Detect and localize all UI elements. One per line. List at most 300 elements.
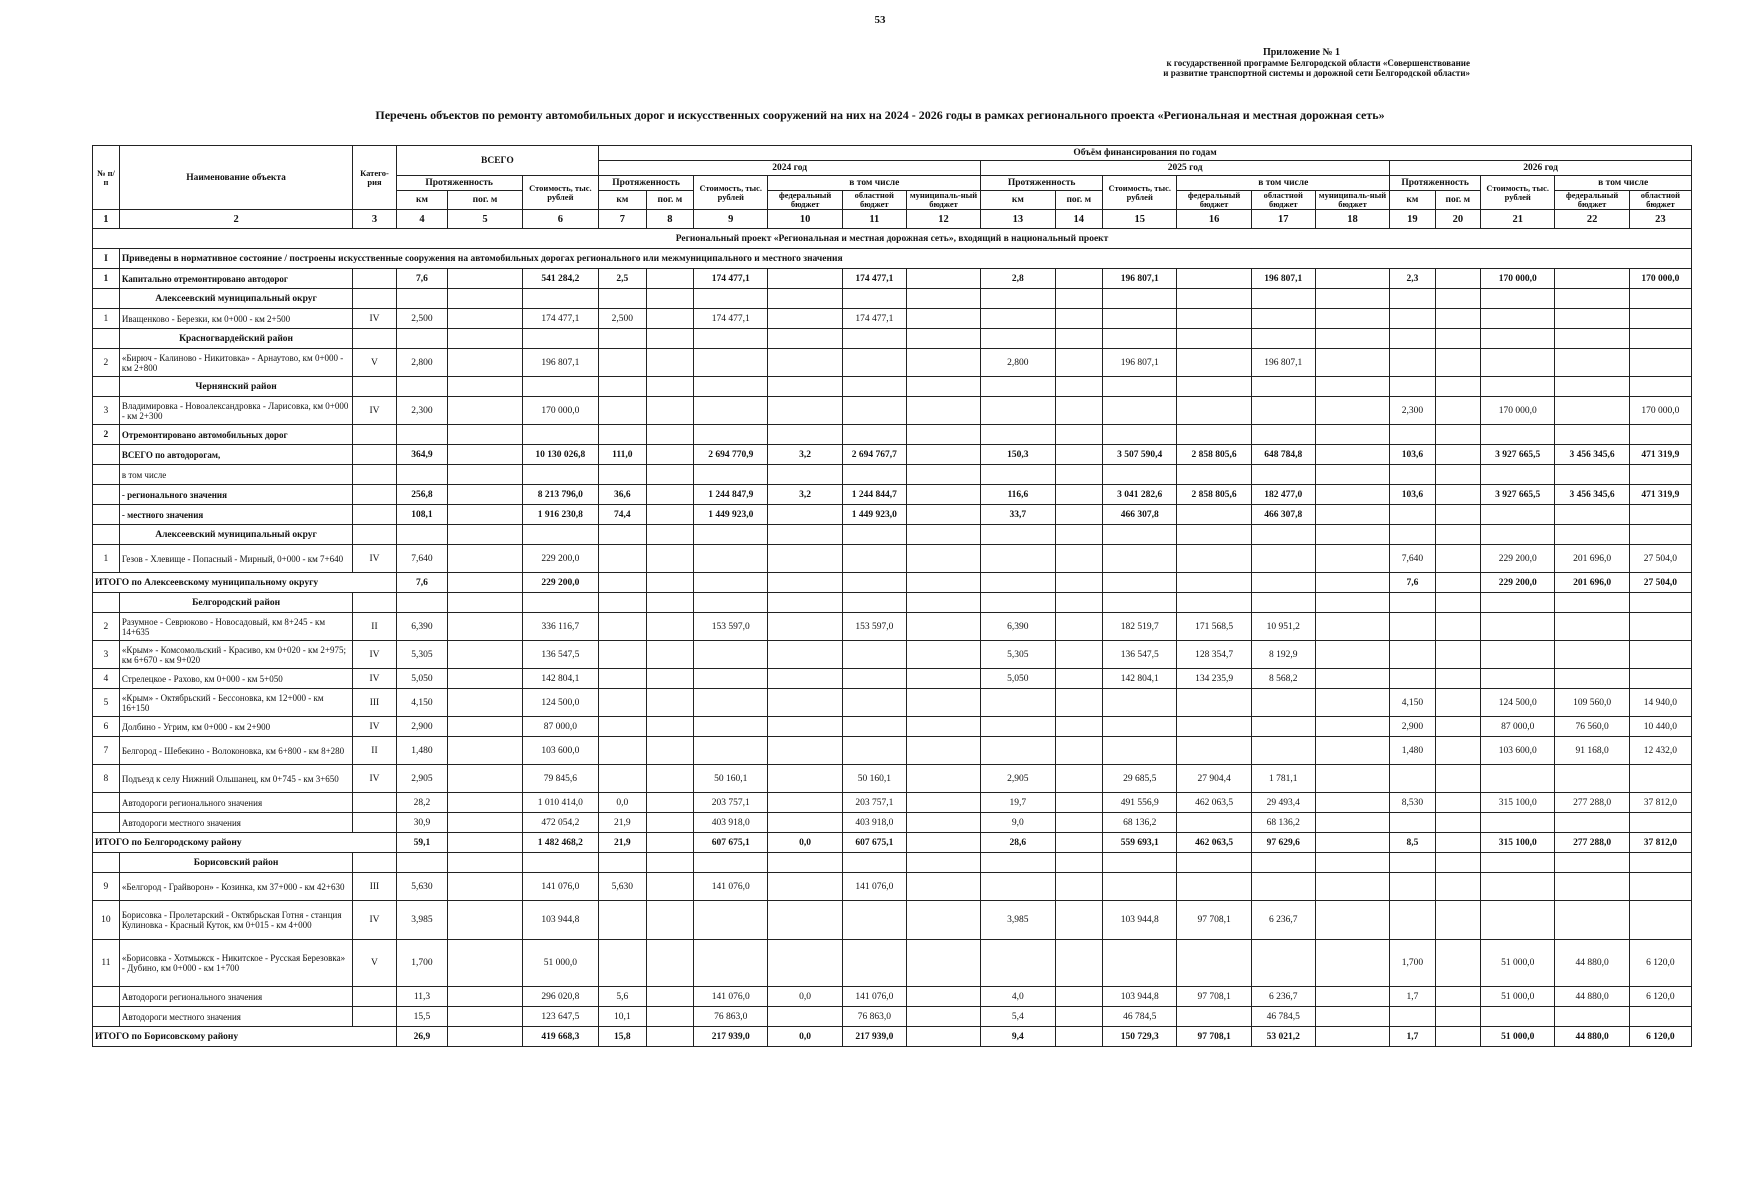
value-cell-col11: 217 939,0 bbox=[842, 1027, 906, 1047]
value-cell-col23: 6 120,0 bbox=[1629, 940, 1691, 987]
table-row bbox=[93, 669, 1692, 689]
value-cell-col23: 14 940,0 bbox=[1629, 689, 1691, 717]
value-cell-col23 bbox=[1629, 613, 1691, 641]
empty-cell bbox=[522, 289, 598, 309]
value-cell-col23: 6 120,0 bbox=[1629, 987, 1691, 1007]
value-cell-col4: 2,905 bbox=[396, 765, 448, 793]
value-cell-col11: 1 244 844,7 bbox=[842, 485, 906, 505]
empty-cell bbox=[1055, 525, 1103, 545]
empty-cell bbox=[1103, 525, 1177, 545]
value-cell-col8 bbox=[646, 901, 694, 940]
value-cell-col17 bbox=[1251, 545, 1315, 573]
column-number: 8 bbox=[646, 210, 694, 229]
document-title: Перечень объектов по ремонту автомобильных дорог и искусственных сооружений на них на 2024 - 2026 годы в рамках регионального проекта «Региональная и местная дорожная сеть» bbox=[375, 108, 1385, 122]
value-cell-col12 bbox=[906, 901, 980, 940]
value-cell-col16 bbox=[1177, 505, 1251, 525]
total-label: ИТОГО по Борисовскому району bbox=[93, 1027, 397, 1047]
table-row bbox=[93, 987, 1692, 1007]
value-cell-col12 bbox=[906, 940, 980, 987]
total-label: ИТОГО по Белгородскому району bbox=[93, 833, 397, 853]
value-cell-col21 bbox=[1481, 425, 1555, 445]
value-cell-col22 bbox=[1555, 813, 1629, 833]
value-cell-col13 bbox=[981, 717, 1055, 737]
table-row bbox=[93, 425, 1692, 445]
value-cell-col12 bbox=[906, 689, 980, 717]
empty-cell bbox=[694, 525, 768, 545]
value-cell-col9 bbox=[694, 737, 768, 765]
empty-cell bbox=[353, 289, 396, 309]
empty-cell bbox=[1251, 525, 1315, 545]
object-name: «Крым» - Октябрьский - Бессоновка, км 12+000 - км 16+150 bbox=[119, 689, 352, 717]
value-cell-col6: 472 054,2 bbox=[522, 813, 598, 833]
empty-cell bbox=[448, 593, 522, 613]
value-cell-col4: 256,8 bbox=[396, 485, 448, 505]
value-cell-col6: 1 482 468,2 bbox=[522, 833, 598, 853]
value-cell-col5 bbox=[448, 573, 522, 593]
object-name: «Бирюч - Калиново - Никитовка» - Арнаутово, км 0+000 - км 2+800 bbox=[119, 349, 352, 377]
value-cell-col17: 196 807,1 bbox=[1251, 269, 1315, 289]
value-cell-col16: 97 708,1 bbox=[1177, 1027, 1251, 1047]
appendix-line-1: Приложение № 1 bbox=[1262, 47, 1340, 58]
value-cell-col11 bbox=[842, 573, 906, 593]
value-cell-col18 bbox=[1315, 545, 1389, 573]
value-cell-col22 bbox=[1555, 465, 1629, 485]
category-cell: IV bbox=[353, 765, 396, 793]
value-cell-col8 bbox=[646, 545, 694, 573]
value-cell-col23: 12 432,0 bbox=[1629, 737, 1691, 765]
row-number: 11 bbox=[93, 940, 120, 987]
row-number: 1 bbox=[93, 545, 120, 573]
value-cell-col8 bbox=[646, 1027, 694, 1047]
value-cell-col14 bbox=[1055, 689, 1103, 717]
value-cell-col16 bbox=[1177, 813, 1251, 833]
value-cell-col23 bbox=[1629, 309, 1691, 329]
value-cell-col15: 559 693,1 bbox=[1103, 833, 1177, 853]
table-row bbox=[93, 505, 1692, 525]
value-cell-col21 bbox=[1481, 1007, 1555, 1027]
value-cell-col22 bbox=[1555, 505, 1629, 525]
value-cell-col19: 103,6 bbox=[1390, 485, 1435, 505]
value-cell-col17 bbox=[1251, 873, 1315, 901]
page-number: 53 bbox=[874, 14, 886, 26]
value-cell-col11: 174 477,1 bbox=[842, 269, 906, 289]
district-row bbox=[93, 525, 1692, 545]
header-pm: пог. м bbox=[646, 191, 694, 210]
value-cell-col11 bbox=[842, 689, 906, 717]
object-name: Автодороги местного значения bbox=[119, 1007, 352, 1027]
value-cell-col6: 196 807,1 bbox=[522, 349, 598, 377]
section-num: I bbox=[93, 249, 120, 269]
value-cell-col10: 0,0 bbox=[768, 1027, 842, 1047]
value-cell-col15 bbox=[1103, 940, 1177, 987]
value-cell-col15 bbox=[1103, 397, 1177, 425]
value-cell-col15: 196 807,1 bbox=[1103, 269, 1177, 289]
value-cell-col14 bbox=[1055, 445, 1103, 465]
value-cell-col16: 2 858 805,6 bbox=[1177, 445, 1251, 465]
value-cell-col17 bbox=[1251, 465, 1315, 485]
value-cell-col21 bbox=[1481, 505, 1555, 525]
appendix-line-2: к государственной программе Белгородской области «Совершенствование bbox=[1166, 58, 1470, 68]
category-cell bbox=[353, 505, 396, 525]
district-row bbox=[93, 593, 1692, 613]
value-cell-col18 bbox=[1315, 1007, 1389, 1027]
project-title: Региональный проект «Региональная и местная дорожная сеть», входящий в национальный проект bbox=[93, 229, 1692, 249]
header-regional: областной бюджет bbox=[1251, 191, 1315, 210]
value-cell-col5 bbox=[448, 349, 522, 377]
empty-cell bbox=[1555, 525, 1629, 545]
value-cell-col13: 5,4 bbox=[981, 1007, 1055, 1027]
value-cell-col13: 2,800 bbox=[981, 349, 1055, 377]
row-number: 1 bbox=[93, 309, 120, 329]
empty-cell bbox=[768, 853, 842, 873]
category-cell bbox=[353, 1007, 396, 1027]
row-number bbox=[93, 1007, 120, 1027]
value-cell-col15: 136 547,5 bbox=[1103, 641, 1177, 669]
objects-table-wrapper bbox=[92, 145, 1692, 1047]
value-cell-col4: 5,050 bbox=[396, 669, 448, 689]
value-cell-col13: 33,7 bbox=[981, 505, 1055, 525]
value-cell-col14 bbox=[1055, 669, 1103, 689]
value-cell-col19: 2,300 bbox=[1390, 397, 1435, 425]
value-cell-col4 bbox=[396, 465, 448, 485]
value-cell-col12 bbox=[906, 641, 980, 669]
value-cell-col20 bbox=[1435, 737, 1480, 765]
num-cell bbox=[93, 289, 120, 309]
empty-cell bbox=[1055, 593, 1103, 613]
empty-cell bbox=[1555, 377, 1629, 397]
num-cell bbox=[93, 377, 120, 397]
value-cell-col23 bbox=[1629, 425, 1691, 445]
value-cell-col14 bbox=[1055, 1027, 1103, 1047]
value-cell-col10: 0,0 bbox=[768, 833, 842, 853]
header-2025-cost: Стоимость, тыс. рублей bbox=[1103, 176, 1177, 210]
value-cell-col13: 2,8 bbox=[981, 269, 1055, 289]
value-cell-col5 bbox=[448, 445, 522, 465]
table-row bbox=[93, 613, 1692, 641]
value-cell-col4: 2,300 bbox=[396, 397, 448, 425]
value-cell-col9: 141 076,0 bbox=[694, 873, 768, 901]
empty-cell bbox=[1390, 593, 1435, 613]
value-cell-col4: 364,9 bbox=[396, 445, 448, 465]
section-title: Приведены в нормативное состояние / построены искусственные сооружения на автомобильных дорогах регионального или межмуниципального и местного значения bbox=[119, 249, 1691, 269]
value-cell-col7 bbox=[599, 669, 647, 689]
table-row bbox=[93, 397, 1692, 425]
empty-cell bbox=[1251, 377, 1315, 397]
header-km: км bbox=[981, 191, 1055, 210]
value-cell-col23 bbox=[1629, 901, 1691, 940]
value-cell-col16 bbox=[1177, 940, 1251, 987]
value-cell-col14 bbox=[1055, 987, 1103, 1007]
district-name: Алексеевский муниципальный округ bbox=[119, 289, 352, 309]
value-cell-col18 bbox=[1315, 717, 1389, 737]
column-number: 6 bbox=[522, 210, 598, 229]
value-cell-col21: 229 200,0 bbox=[1481, 545, 1555, 573]
row-number bbox=[93, 485, 120, 505]
value-cell-col19: 2,3 bbox=[1390, 269, 1435, 289]
table-row bbox=[93, 813, 1692, 833]
value-cell-col20 bbox=[1435, 717, 1480, 737]
value-cell-col9: 174 477,1 bbox=[694, 269, 768, 289]
value-cell-col21: 170 000,0 bbox=[1481, 269, 1555, 289]
district-row bbox=[93, 289, 1692, 309]
value-cell-col9 bbox=[694, 349, 768, 377]
value-cell-col7: 15,8 bbox=[599, 1027, 647, 1047]
value-cell-col22 bbox=[1555, 765, 1629, 793]
row-number bbox=[93, 987, 120, 1007]
value-cell-col5 bbox=[448, 425, 522, 445]
value-cell-col22: 44 880,0 bbox=[1555, 987, 1629, 1007]
value-cell-col17: 6 236,7 bbox=[1251, 987, 1315, 1007]
value-cell-col20 bbox=[1435, 485, 1480, 505]
empty-cell bbox=[1390, 289, 1435, 309]
value-cell-col15: 466 307,8 bbox=[1103, 505, 1177, 525]
value-cell-col10 bbox=[768, 813, 842, 833]
value-cell-col7: 10,1 bbox=[599, 1007, 647, 1027]
value-cell-col10 bbox=[768, 689, 842, 717]
value-cell-col22: 44 880,0 bbox=[1555, 1027, 1629, 1047]
value-cell-col11: 50 160,1 bbox=[842, 765, 906, 793]
table-row bbox=[93, 641, 1692, 669]
value-cell-col16 bbox=[1177, 545, 1251, 573]
value-cell-col16: 462 063,5 bbox=[1177, 833, 1251, 853]
object-name: Капитально отремонтировано автодорог bbox=[119, 269, 352, 289]
empty-cell bbox=[448, 525, 522, 545]
value-cell-col20 bbox=[1435, 505, 1480, 525]
value-cell-col16: 97 708,1 bbox=[1177, 901, 1251, 940]
value-cell-col17: 8 568,2 bbox=[1251, 669, 1315, 689]
value-cell-col18 bbox=[1315, 613, 1389, 641]
value-cell-col19 bbox=[1390, 765, 1435, 793]
value-cell-col21: 87 000,0 bbox=[1481, 717, 1555, 737]
column-number: 15 bbox=[1103, 210, 1177, 229]
empty-cell bbox=[1390, 525, 1435, 545]
district-name: Белгородский район bbox=[119, 593, 352, 613]
empty-cell bbox=[646, 289, 694, 309]
value-cell-col10 bbox=[768, 765, 842, 793]
category-cell bbox=[353, 269, 396, 289]
value-cell-col5 bbox=[448, 397, 522, 425]
value-cell-col11: 76 863,0 bbox=[842, 1007, 906, 1027]
row-number: 3 bbox=[93, 641, 120, 669]
empty-cell bbox=[522, 377, 598, 397]
empty-cell bbox=[1481, 289, 1555, 309]
value-cell-col14 bbox=[1055, 425, 1103, 445]
row-number: 9 bbox=[93, 873, 120, 901]
value-cell-col4 bbox=[396, 425, 448, 445]
value-cell-col10 bbox=[768, 1007, 842, 1027]
column-number: 9 bbox=[694, 210, 768, 229]
value-cell-col5 bbox=[448, 813, 522, 833]
header-num: № п/п bbox=[93, 146, 120, 210]
column-number: 23 bbox=[1629, 210, 1691, 229]
value-cell-col19: 4,150 bbox=[1390, 689, 1435, 717]
value-cell-col22 bbox=[1555, 901, 1629, 940]
empty-cell bbox=[1435, 329, 1480, 349]
value-cell-col21: 51 000,0 bbox=[1481, 987, 1555, 1007]
value-cell-col23 bbox=[1629, 641, 1691, 669]
value-cell-col11 bbox=[842, 465, 906, 485]
value-cell-col16: 462 063,5 bbox=[1177, 793, 1251, 813]
empty-cell bbox=[981, 377, 1055, 397]
column-number: 16 bbox=[1177, 210, 1251, 229]
total-row bbox=[93, 1027, 1692, 1047]
empty-cell bbox=[1055, 329, 1103, 349]
value-cell-col22 bbox=[1555, 613, 1629, 641]
header-total: ВСЕГО bbox=[396, 146, 598, 176]
empty-cell bbox=[1555, 289, 1629, 309]
value-cell-col21: 3 927 665,5 bbox=[1481, 485, 1555, 505]
empty-cell bbox=[1555, 329, 1629, 349]
value-cell-col21 bbox=[1481, 309, 1555, 329]
empty-cell bbox=[646, 377, 694, 397]
num-cell bbox=[93, 525, 120, 545]
value-cell-col20 bbox=[1435, 545, 1480, 573]
value-cell-col5 bbox=[448, 613, 522, 641]
column-number: 5 bbox=[448, 210, 522, 229]
value-cell-col23 bbox=[1629, 349, 1691, 377]
value-cell-col22: 3 456 345,6 bbox=[1555, 485, 1629, 505]
value-cell-col12 bbox=[906, 445, 980, 465]
value-cell-col19 bbox=[1390, 1007, 1435, 1027]
value-cell-col14 bbox=[1055, 545, 1103, 573]
column-number: 18 bbox=[1315, 210, 1389, 229]
value-cell-col13 bbox=[981, 465, 1055, 485]
header-pm: пог. м bbox=[1435, 191, 1480, 210]
value-cell-col15 bbox=[1103, 309, 1177, 329]
value-cell-col10 bbox=[768, 613, 842, 641]
value-cell-col14 bbox=[1055, 813, 1103, 833]
value-cell-col17: 182 477,0 bbox=[1251, 485, 1315, 505]
column-number: 10 bbox=[768, 210, 842, 229]
category-cell: IV bbox=[353, 397, 396, 425]
value-cell-col18 bbox=[1315, 641, 1389, 669]
object-name: - местного значения bbox=[119, 505, 352, 525]
value-cell-col15: 196 807,1 bbox=[1103, 349, 1177, 377]
value-cell-col18 bbox=[1315, 397, 1389, 425]
value-cell-col10 bbox=[768, 641, 842, 669]
value-cell-col14 bbox=[1055, 641, 1103, 669]
value-cell-col20 bbox=[1435, 613, 1480, 641]
value-cell-col20 bbox=[1435, 987, 1480, 1007]
value-cell-col20 bbox=[1435, 397, 1480, 425]
empty-cell bbox=[906, 329, 980, 349]
value-cell-col15 bbox=[1103, 689, 1177, 717]
value-cell-col11 bbox=[842, 940, 906, 987]
empty-cell bbox=[1481, 329, 1555, 349]
empty-cell bbox=[1315, 289, 1389, 309]
value-cell-col23 bbox=[1629, 669, 1691, 689]
value-cell-col17 bbox=[1251, 717, 1315, 737]
value-cell-col15 bbox=[1103, 737, 1177, 765]
value-cell-col20 bbox=[1435, 940, 1480, 987]
value-cell-col4: 7,6 bbox=[396, 269, 448, 289]
value-cell-col16: 134 235,9 bbox=[1177, 669, 1251, 689]
value-cell-col16 bbox=[1177, 349, 1251, 377]
objects-table bbox=[92, 145, 1692, 1047]
value-cell-col19: 8,530 bbox=[1390, 793, 1435, 813]
value-cell-col19 bbox=[1390, 349, 1435, 377]
category-cell: V bbox=[353, 349, 396, 377]
column-number: 19 bbox=[1390, 210, 1435, 229]
object-name: Долбино - Угрим, км 0+000 - км 2+900 bbox=[119, 717, 352, 737]
header-year-2024: 2024 год bbox=[599, 161, 981, 176]
value-cell-col5 bbox=[448, 641, 522, 669]
empty-cell bbox=[1629, 289, 1691, 309]
value-cell-col7 bbox=[599, 737, 647, 765]
district-name: Чернянский район bbox=[119, 377, 352, 397]
value-cell-col20 bbox=[1435, 573, 1480, 593]
value-cell-col12 bbox=[906, 465, 980, 485]
value-cell-col15 bbox=[1103, 465, 1177, 485]
empty-cell bbox=[906, 289, 980, 309]
value-cell-col7 bbox=[599, 717, 647, 737]
value-cell-col7 bbox=[599, 397, 647, 425]
empty-cell bbox=[768, 329, 842, 349]
value-cell-col9 bbox=[694, 465, 768, 485]
empty-cell bbox=[694, 329, 768, 349]
value-cell-col18 bbox=[1315, 765, 1389, 793]
table-row bbox=[93, 793, 1692, 813]
value-cell-col5 bbox=[448, 485, 522, 505]
header-year-2026: 2026 год bbox=[1390, 161, 1692, 176]
value-cell-col5 bbox=[448, 669, 522, 689]
value-cell-col20 bbox=[1435, 425, 1480, 445]
value-cell-col12 bbox=[906, 573, 980, 593]
empty-cell bbox=[1251, 289, 1315, 309]
empty-cell bbox=[448, 853, 522, 873]
value-cell-col13: 28,6 bbox=[981, 833, 1055, 853]
value-cell-col6: 51 000,0 bbox=[522, 940, 598, 987]
value-cell-col16: 97 708,1 bbox=[1177, 987, 1251, 1007]
value-cell-col16 bbox=[1177, 573, 1251, 593]
value-cell-col22 bbox=[1555, 269, 1629, 289]
category-cell: IV bbox=[353, 641, 396, 669]
value-cell-col13 bbox=[981, 397, 1055, 425]
value-cell-col19: 8,5 bbox=[1390, 833, 1435, 853]
value-cell-col15 bbox=[1103, 573, 1177, 593]
value-cell-col10 bbox=[768, 465, 842, 485]
category-cell: II bbox=[353, 613, 396, 641]
value-cell-col14 bbox=[1055, 309, 1103, 329]
header-2026-length: Протяженность bbox=[1390, 176, 1481, 191]
value-cell-col22 bbox=[1555, 425, 1629, 445]
value-cell-col6: 142 804,1 bbox=[522, 669, 598, 689]
value-cell-col17: 46 784,5 bbox=[1251, 1007, 1315, 1027]
value-cell-col7: 2,500 bbox=[599, 309, 647, 329]
value-cell-col22 bbox=[1555, 641, 1629, 669]
header-category: Катего-рия bbox=[353, 146, 396, 210]
value-cell-col18 bbox=[1315, 349, 1389, 377]
table-row bbox=[93, 485, 1692, 505]
column-number: 11 bbox=[842, 210, 906, 229]
empty-cell bbox=[646, 329, 694, 349]
value-cell-col14 bbox=[1055, 717, 1103, 737]
value-cell-col16: 171 568,5 bbox=[1177, 613, 1251, 641]
value-cell-col11 bbox=[842, 397, 906, 425]
value-cell-col15 bbox=[1103, 545, 1177, 573]
value-cell-col21: 51 000,0 bbox=[1481, 940, 1555, 987]
empty-cell bbox=[694, 853, 768, 873]
column-number: 17 bbox=[1251, 210, 1315, 229]
empty-cell bbox=[981, 329, 1055, 349]
value-cell-col10 bbox=[768, 309, 842, 329]
value-cell-col7: 21,9 bbox=[599, 813, 647, 833]
value-cell-col20 bbox=[1435, 689, 1480, 717]
empty-cell bbox=[396, 377, 448, 397]
value-cell-col23: 10 440,0 bbox=[1629, 717, 1691, 737]
value-cell-col8 bbox=[646, 445, 694, 465]
value-cell-col17: 97 629,6 bbox=[1251, 833, 1315, 853]
